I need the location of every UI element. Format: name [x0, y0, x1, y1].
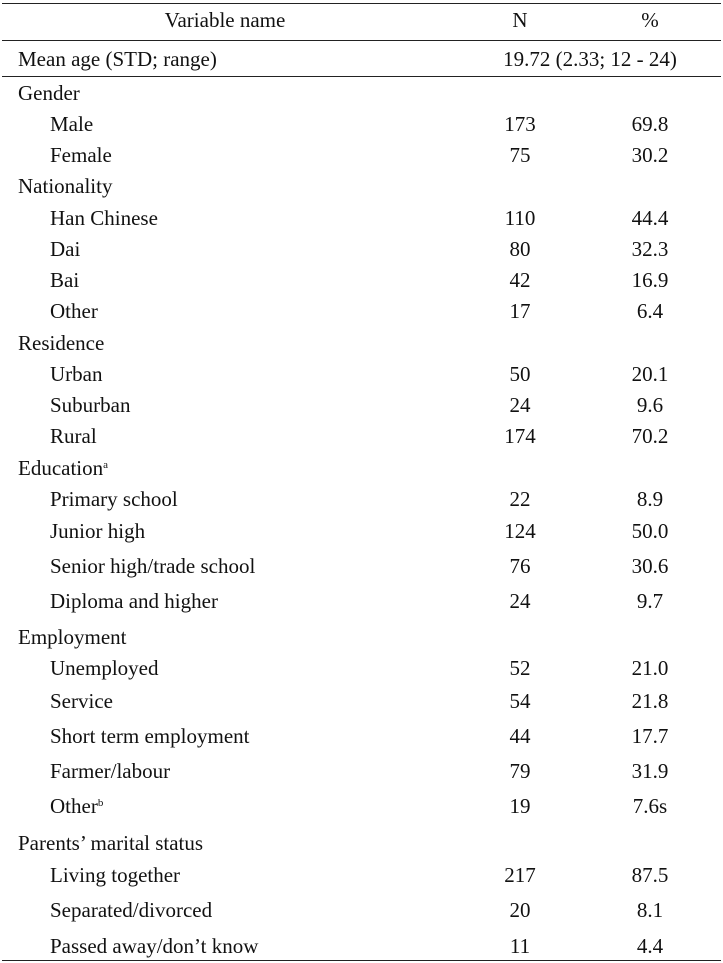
count-cell: 24 [509, 589, 531, 613]
category-label [18, 828, 203, 859]
count-cell: 24 [509, 393, 531, 417]
percent-cell: 32.3 [631, 237, 669, 261]
table-row [0, 756, 723, 787]
row-label-text: Living together [50, 863, 181, 887]
category-label [18, 328, 104, 359]
row-label [50, 586, 218, 617]
row-label-text: Suburban [50, 393, 131, 417]
percent-cell: 21.8 [631, 689, 669, 713]
table-row [0, 586, 723, 617]
row-label-text: Unemployed [50, 656, 159, 680]
bottom-rule [2, 960, 721, 961]
category-header-row [0, 171, 723, 202]
row-label-text: Short term employment [50, 724, 250, 748]
header-n: N [512, 8, 528, 32]
percent-cell: 8.1 [636, 898, 664, 922]
row-label [50, 791, 103, 822]
count-cell: 44 [509, 724, 531, 748]
percent-cell: 9.7 [636, 589, 664, 613]
category-label [18, 622, 127, 653]
row-label-text: Senior high/trade school [50, 554, 256, 578]
row-label-text: Residence [18, 331, 105, 355]
count-cell: 20 [509, 898, 531, 922]
percent-cell: 31.9 [631, 759, 669, 783]
row-label-text: Diploma and higher [50, 589, 218, 613]
row-label [50, 140, 112, 171]
table-row [0, 895, 723, 926]
row-label-text: Other [50, 299, 98, 323]
count-cell: 80 [509, 237, 531, 261]
row-label [50, 296, 98, 327]
row-label-text: Farmer/labour [50, 759, 171, 783]
row-label-text: Primary school [50, 487, 178, 511]
footnote-marker: b [97, 797, 104, 809]
percent-cell: 44.4 [631, 206, 669, 230]
row-label-text: Gender [18, 81, 80, 105]
row-label [50, 931, 258, 962]
count-cell: 174 [504, 424, 536, 448]
header-variable-name: Variable name [164, 8, 286, 32]
count-cell: 11 [509, 934, 531, 958]
count-cell: 76 [509, 554, 531, 578]
table-row [0, 551, 723, 582]
percent-cell: 16.9 [631, 268, 669, 292]
row-label [50, 234, 80, 265]
row-label [50, 895, 212, 926]
count-cell: 124 [504, 519, 536, 543]
category-header-row [0, 78, 723, 109]
percent-cell: 21.0 [631, 656, 669, 680]
count-cell: 19 [509, 794, 531, 818]
row-label [50, 359, 102, 390]
row-label [50, 686, 113, 717]
table-row [0, 516, 723, 547]
count-cell: 50 [509, 362, 531, 386]
row-label [50, 484, 178, 515]
mean-age-value: 19.72 (2.33; 12 - 24) [503, 47, 677, 71]
percent-cell: 50.0 [631, 519, 669, 543]
row-label-text: Service [50, 689, 113, 713]
row-label-text: Male [50, 112, 94, 136]
row-label [50, 203, 158, 234]
row-label [50, 653, 158, 684]
row-label [50, 109, 93, 140]
table-row [0, 109, 723, 140]
table-row [0, 421, 723, 452]
category-header-row [0, 622, 723, 653]
mean-age-label: Mean age (STD; range) [18, 47, 217, 71]
category-header-row [0, 328, 723, 359]
table-row [0, 721, 723, 752]
row-label-text: Rural [50, 424, 97, 448]
percent-cell: 69.8 [631, 112, 669, 136]
row-label-text: Education [18, 456, 104, 480]
percent-cell: 30.6 [631, 554, 669, 578]
count-cell: 217 [504, 863, 536, 887]
percent-cell: 20.1 [631, 362, 669, 386]
header-row [0, 5, 723, 36]
percent-cell: 7.6s [632, 794, 668, 818]
mean-age-row [0, 44, 723, 75]
table-row [0, 931, 723, 962]
percent-cell: 70.2 [631, 424, 669, 448]
category-header-row [0, 828, 723, 859]
row-label-text: Employment [18, 625, 127, 649]
footnote-marker: a [103, 459, 109, 471]
row-label [50, 860, 180, 891]
row-label [50, 421, 97, 452]
category-label [18, 453, 108, 484]
percent-cell: 4.4 [636, 934, 664, 958]
row-label [50, 756, 170, 787]
row-label [50, 265, 79, 296]
row-label-text: Junior high [50, 519, 146, 543]
table-row [0, 686, 723, 717]
table-row [0, 653, 723, 684]
row-label-text: Han Chinese [50, 206, 158, 230]
row-label [50, 551, 255, 582]
row-label-text: Urban [50, 362, 103, 386]
table-row [0, 234, 723, 265]
percent-cell: 9.6 [636, 393, 664, 417]
count-cell: 75 [509, 143, 531, 167]
category-header-row [0, 453, 723, 484]
row-label [50, 390, 131, 421]
header-percent: % [641, 8, 659, 32]
row-label-text: Bai [50, 268, 80, 292]
count-cell: 52 [509, 656, 531, 680]
category-label [18, 78, 80, 109]
percent-cell: 8.9 [636, 487, 664, 511]
table-row [0, 860, 723, 891]
category-label [18, 171, 112, 202]
row-label [50, 721, 249, 752]
table-row [0, 140, 723, 171]
row-label-text: Passed away/don’t know [50, 934, 259, 958]
table-row [0, 791, 723, 822]
table-row [0, 484, 723, 515]
percent-cell: 6.4 [636, 299, 664, 323]
table-row [0, 390, 723, 421]
mean-age-rule [2, 76, 721, 77]
row-label-text: Parents’ marital status [18, 831, 204, 855]
count-cell: 173 [504, 112, 536, 136]
header-rule [2, 40, 721, 41]
table-row [0, 265, 723, 296]
row-label-text: Female [50, 143, 112, 167]
row-label-text: Other [50, 794, 98, 818]
table-row [0, 296, 723, 327]
percent-cell: 17.7 [631, 724, 669, 748]
count-cell: 54 [509, 689, 531, 713]
percent-cell: 30.2 [631, 143, 669, 167]
count-cell: 110 [504, 206, 536, 230]
row-label-text: Separated/divorced [50, 898, 213, 922]
row-label-text: Nationality [18, 174, 113, 198]
row-label-text: Dai [50, 237, 81, 261]
top-rule [2, 3, 721, 4]
count-cell: 22 [509, 487, 531, 511]
table-row [0, 359, 723, 390]
count-cell: 79 [509, 759, 531, 783]
row-label [50, 516, 145, 547]
table-row [0, 203, 723, 234]
percent-cell: 87.5 [631, 863, 669, 887]
count-cell: 17 [509, 299, 531, 323]
count-cell: 42 [509, 268, 531, 292]
